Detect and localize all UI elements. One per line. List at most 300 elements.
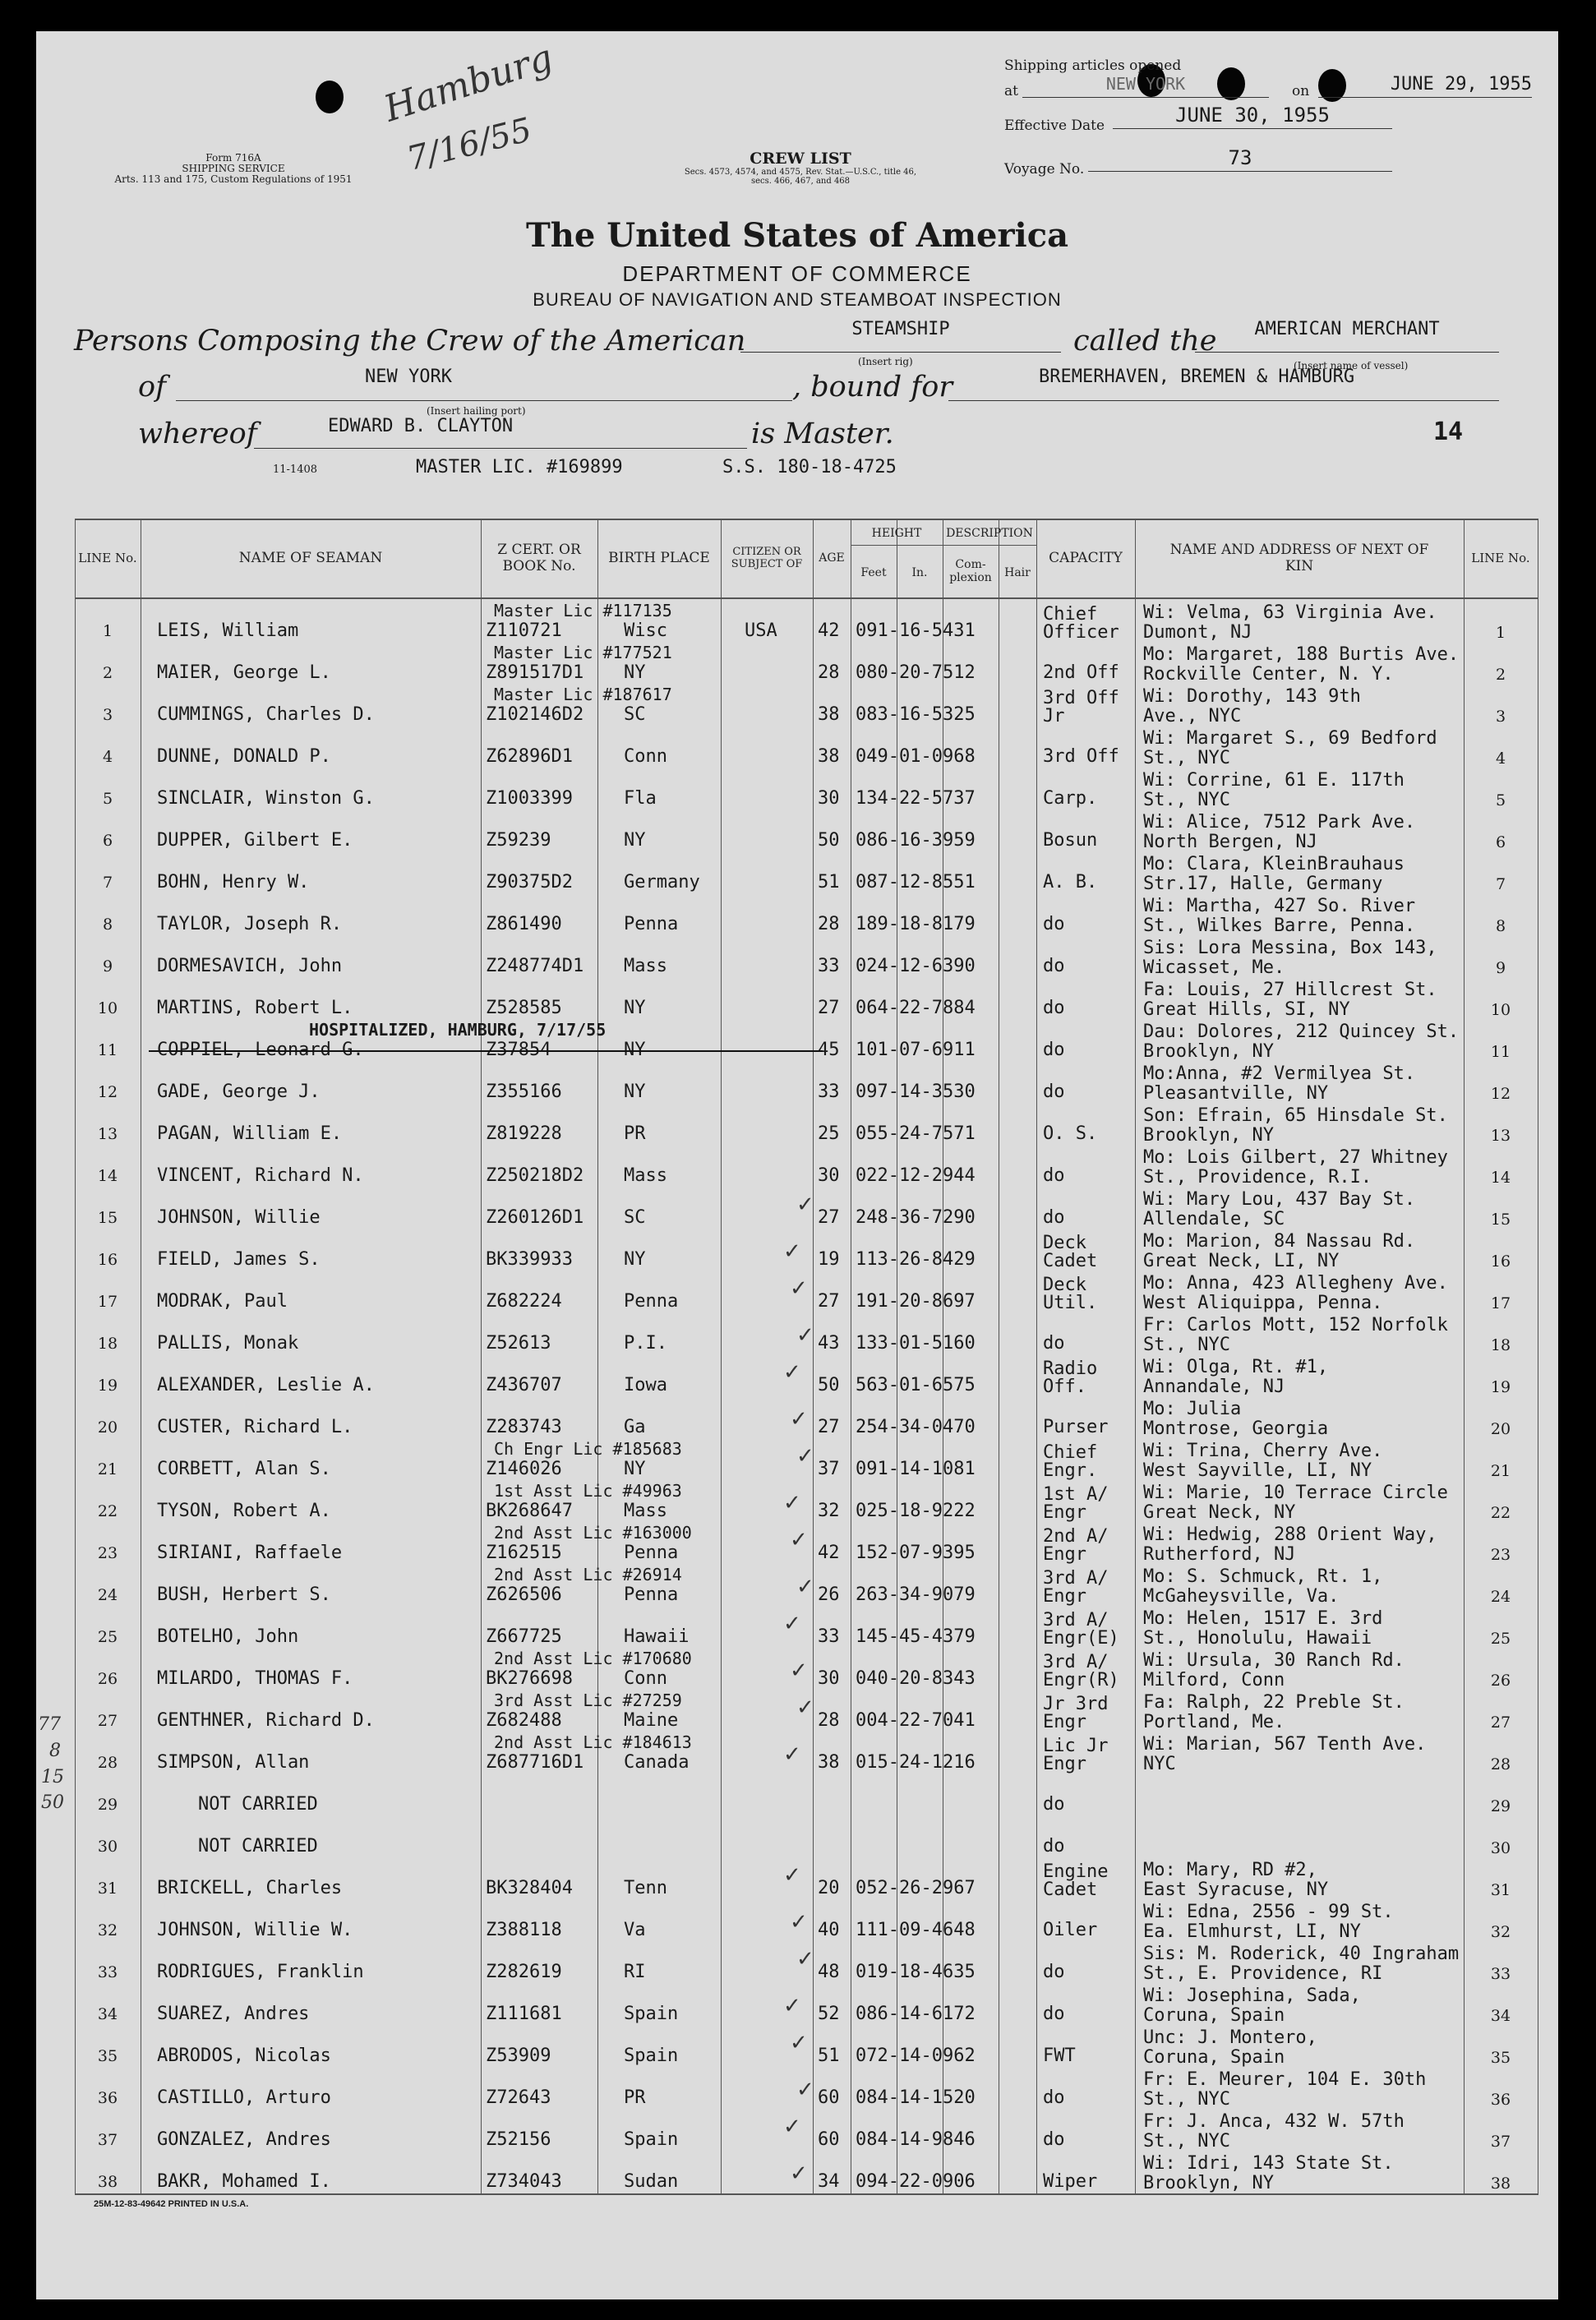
kin-line1: Wi: Ursula, 30 Ranch Rd.	[1143, 1650, 1405, 1671]
cert-number: Z111681	[486, 2004, 562, 2024]
capacity-line2: Off.	[1043, 1377, 1086, 1397]
capacity: do	[1043, 1040, 1065, 1060]
kin-line1: Mo: S. Schmuck, Rt. 1,	[1143, 1566, 1383, 1587]
birth-place: Sudan	[624, 2171, 679, 2192]
seaman-name: FIELD, James S.	[157, 1249, 321, 1270]
seaman-name: BOHN, Henry W.	[157, 872, 310, 892]
kin-line1: Fa: Ralph, 22 Preble St.	[1143, 1692, 1405, 1713]
form-info: Form 716A SHIPPING SERVICE Arts. 113 and 175, Custom Regulations of 1951	[114, 152, 353, 185]
ss-number: 111-09-4648	[856, 1920, 976, 1940]
page-number: 14	[1433, 417, 1464, 446]
age: 28	[818, 662, 840, 683]
country-title: The United States of America	[525, 216, 1069, 255]
col-cert: Z CERT. OR BOOK No.	[497, 542, 581, 574]
table-row	[75, 1902, 1538, 1944]
age: 28	[818, 914, 840, 934]
ss-number: 025-18-9222	[856, 1501, 976, 1521]
cert-number: Z37854	[486, 1040, 551, 1060]
age: 27	[818, 1291, 840, 1312]
license-note: 1st Asst Lic #49963	[494, 1481, 682, 1501]
birth-place: Penna	[624, 914, 679, 934]
license-note: Master Lic #177521	[494, 643, 672, 662]
line-number: 11	[97, 1041, 118, 1059]
kin-line1: Sis: Lora Messina, Box 143,	[1143, 938, 1437, 958]
capacity: Oiler	[1043, 1920, 1098, 1940]
cert-number: Z682488	[486, 1710, 562, 1731]
license-note: 3rd Asst Lic #27259	[494, 1690, 682, 1710]
footer-print-code: 25M-12-83-49642 PRINTED IN U.S.A.	[94, 2199, 249, 2209]
capacity: 3rd A/	[1043, 1610, 1109, 1630]
seaman-name: NOT CARRIED	[198, 1836, 318, 1856]
table-row	[75, 1524, 1538, 1566]
license-note: 2nd Asst Lic #163000	[494, 1523, 692, 1543]
line-number-right: 22	[1490, 1504, 1511, 1522]
col-complexion: Com- plexion	[949, 558, 992, 584]
seaman-name: JOHNSON, Willie W.	[157, 1920, 353, 1940]
capacity: FWT	[1043, 2046, 1076, 2066]
kin-line2: St., Honolulu, Hawaii	[1143, 1628, 1372, 1649]
age: 30	[818, 788, 840, 809]
birth-place: P.I.	[624, 1333, 667, 1354]
check-mark-icon: ✓	[790, 1658, 808, 1683]
kin-line1: Wi: Edna, 2556 - 99 St.	[1143, 1902, 1394, 1922]
check-mark-icon: ✓	[790, 1276, 808, 1301]
table-row	[75, 1063, 1538, 1105]
birth-place: Spain	[624, 2046, 679, 2066]
handwritten-note: Hamburg	[379, 36, 558, 131]
cert-number: Z528585	[486, 998, 562, 1018]
kin-line2: Rutherford, NJ	[1143, 1544, 1296, 1565]
capacity: O. S.	[1043, 1123, 1098, 1144]
table-row	[75, 938, 1538, 980]
cert-number: Z52156	[486, 2129, 551, 2150]
birth-place: NY	[624, 998, 646, 1018]
line-number: 32	[97, 1921, 118, 1939]
line-number: 13	[97, 1125, 118, 1143]
cert-number: Z283743	[486, 1417, 562, 1437]
birth-place: Penna	[624, 1584, 679, 1605]
line-number-right: 24	[1490, 1588, 1511, 1606]
seaman-name: SUAREZ, Andres	[157, 2004, 310, 2024]
table-row	[75, 1734, 1538, 1776]
capacity-line2: Engr	[1043, 1586, 1086, 1607]
line-number-right: 28	[1490, 1755, 1511, 1773]
seaman-name: DORMESAVICH, John	[157, 956, 343, 976]
kin-line1: Unc: J. Montero,	[1143, 2027, 1317, 2048]
capacity: do	[1043, 1962, 1065, 1982]
birth-place: Maine	[624, 1710, 679, 1731]
seaman-name: VINCENT, Richard N.	[157, 1165, 364, 1186]
kin-line1: Wi: Marie, 10 Terrace Circle	[1143, 1483, 1448, 1503]
kin-line1: Mo: Anna, 423 Allegheny Ave.	[1143, 1273, 1448, 1294]
cert-number: Z52613	[486, 1333, 551, 1354]
birth-place: Spain	[624, 2129, 679, 2150]
capacity: 3rd A/	[1043, 1652, 1109, 1672]
capacity: 2nd A/	[1043, 1526, 1109, 1547]
seaman-name: MODRAK, Paul	[157, 1291, 288, 1312]
birth-place: Iowa	[624, 1375, 667, 1395]
kin-line1: Wi: Velma, 63 Virginia Ave.	[1143, 602, 1437, 623]
capacity-line2: Engr(R)	[1043, 1670, 1119, 1690]
capacity-line2: Engr	[1043, 1544, 1086, 1565]
seaman-name: PAGAN, William E.	[157, 1123, 343, 1144]
ss-number: 004-22-7041	[856, 1710, 976, 1731]
at-label: at	[1004, 83, 1018, 99]
age: 45	[818, 1040, 840, 1060]
birth-place: NY	[624, 1040, 646, 1060]
kin-line2: St., NYC	[1143, 748, 1230, 768]
col-citizen: CITIZEN OR SUBJECT OF	[731, 546, 803, 570]
cert-number: Z260126D1	[486, 1207, 584, 1228]
age: 38	[818, 746, 840, 767]
kin-line1: Mo: Margaret, 188 Burtis Ave.	[1143, 644, 1460, 665]
kin-line1: Son: Efrain, 65 Hinsdale St.	[1143, 1105, 1448, 1126]
table-row	[75, 812, 1538, 854]
citizenship: USA	[745, 620, 777, 641]
cert-number: Z891517D1	[486, 662, 584, 683]
capacity-line2: Engr(E)	[1043, 1628, 1119, 1649]
kin-line1: Mo: Lois Gilbert, 27 Whitney	[1143, 1147, 1448, 1168]
seaman-name: BOTELHO, John	[157, 1626, 299, 1647]
ss-number: 091-14-1081	[856, 1459, 976, 1479]
ss-number: 189-18-8179	[856, 914, 976, 934]
cert-number: Z162515	[486, 1543, 562, 1563]
birth-place: NY	[624, 1249, 646, 1270]
col-height: HEIGHT	[871, 527, 922, 540]
ss-number: 084-14-1520	[856, 2087, 976, 2108]
seaman-name: MARTINS, Robert L.	[157, 998, 353, 1018]
effective-date-label: Effective Date	[1004, 118, 1105, 134]
line-number-right: 8	[1495, 917, 1506, 935]
line-number: 12	[97, 1083, 118, 1101]
vessel-name: AMERICAN MERCHANT	[1195, 319, 1499, 353]
capacity: A. B.	[1043, 872, 1098, 892]
kin-line2: NYC	[1143, 1754, 1176, 1774]
master-ss-number: S.S. 180-18-4725	[722, 457, 897, 477]
cert-number: Z110721	[486, 620, 562, 641]
capacity: do	[1043, 998, 1065, 1018]
kin-line1: Sis: M. Roderick, 40 Ingraham	[1143, 1944, 1460, 1964]
age: 33	[818, 956, 840, 976]
line-number-right: 19	[1490, 1378, 1511, 1396]
of-label: of	[138, 371, 167, 404]
cert-number: BK268647	[486, 1501, 573, 1521]
line-number: 36	[97, 2089, 118, 2107]
ss-number: 145-45-4379	[856, 1626, 976, 1647]
capacity-line2: Engr.	[1043, 1460, 1098, 1481]
table-row	[75, 1105, 1538, 1147]
line-number: 5	[102, 790, 113, 808]
kin-line2: Wicasset, Me.	[1143, 957, 1285, 978]
cert-number: Z53909	[486, 2046, 551, 2066]
kin-line1: Mo: Mary, RD #2,	[1143, 1860, 1317, 1880]
birth-place: Conn	[624, 1668, 667, 1689]
table-row	[75, 1692, 1538, 1734]
ss-number: 091-16-5431	[856, 620, 976, 641]
table-row	[75, 686, 1538, 728]
kin-line1: Mo: Clara, KleinBrauhaus	[1143, 854, 1405, 874]
kin-line1: Wi: Josephina, Sada,	[1143, 1986, 1361, 2006]
table-row	[75, 2153, 1538, 2195]
kin-line1: Mo: Julia	[1143, 1399, 1242, 1419]
seaman-name: TYSON, Robert A.	[157, 1501, 331, 1521]
kin-line1: Wi: Hedwig, 288 Orient Way,	[1143, 1524, 1437, 1545]
check-mark-icon: ✓	[783, 1994, 801, 2018]
capacity: do	[1043, 1082, 1065, 1102]
table-row	[75, 1986, 1538, 2027]
seaman-name: NOT CARRIED	[198, 1794, 318, 1815]
check-mark-icon: ✓	[790, 2031, 808, 2055]
line-number-right: 9	[1495, 959, 1506, 977]
col-age: AGE	[819, 551, 845, 565]
license-note: 2nd Asst Lic #184613	[494, 1732, 692, 1752]
kin-line2: Ave., NYC	[1143, 706, 1242, 726]
license-note: 2nd Asst Lic #170680	[494, 1649, 692, 1668]
capacity: Jr 3rd	[1043, 1694, 1109, 1714]
kin-line2: Dumont, NJ	[1143, 622, 1252, 643]
effective-date-value: JUNE 30, 1955	[1113, 104, 1392, 129]
capacity: do	[1043, 1333, 1065, 1354]
line-number: 14	[97, 1167, 118, 1185]
age: 42	[818, 1543, 840, 1563]
capacity-line2: Cadet	[1043, 1251, 1098, 1271]
line-number-right: 16	[1490, 1252, 1511, 1271]
age: 52	[818, 2004, 840, 2024]
ss-number: 086-14-6172	[856, 2004, 976, 2024]
capacity: Radio	[1043, 1358, 1098, 1379]
destination: BREMERHAVEN, BREMEN & HAMBURG	[948, 367, 1499, 401]
seaman-name: CUSTER, Richard L.	[157, 1417, 353, 1437]
birth-place: Conn	[624, 746, 667, 767]
col-hair: Hair	[1004, 566, 1031, 579]
ss-number: 133-01-5160	[856, 1333, 976, 1354]
table-row	[75, 1022, 1538, 1063]
line-number-right: 1	[1495, 624, 1506, 642]
check-mark-icon: ✓	[783, 1491, 801, 1515]
kin-line2: St., E. Providence, RI	[1143, 1963, 1383, 1984]
table-row	[75, 1483, 1538, 1524]
age: 28	[818, 1710, 840, 1731]
kin-line1: Mo: Helen, 1517 E. 3rd	[1143, 1608, 1383, 1629]
voyage-label: Voyage No.	[1004, 161, 1085, 178]
capacity: Wiper	[1043, 2171, 1098, 2192]
birth-place: NY	[624, 662, 646, 683]
kin-line2: Brooklyn, NY	[1143, 2173, 1274, 2193]
kin-line2: West Aliquippa, Penna.	[1143, 1293, 1383, 1313]
kin-line1: Wi: Dorothy, 143 9th	[1143, 686, 1361, 707]
table-row	[75, 1147, 1538, 1189]
crew-list-title: CREW LIST Secs. 4573, 4574, and 4575, Rev. Stat.—U.S.C., title 46, secs. 466, 467, and 468	[684, 150, 917, 186]
seaman-name: GENTHNER, Richard D.	[157, 1710, 375, 1731]
line-number-right: 33	[1490, 1965, 1511, 1983]
birth-place: NY	[624, 1082, 646, 1102]
line-number: 33	[97, 1963, 118, 1981]
ss-number: 080-20-7512	[856, 662, 976, 683]
line-number: 21	[97, 1460, 118, 1478]
line-number-right: 23	[1490, 1546, 1511, 1564]
line-number: 29	[97, 1796, 118, 1814]
kin-line2: North Bergen, NJ	[1143, 832, 1317, 852]
ss-number: 084-14-9846	[856, 2129, 976, 2150]
birth-place: Penna	[624, 1543, 679, 1563]
table-row	[75, 2111, 1538, 2153]
age: 60	[818, 2087, 840, 2108]
ss-number: 097-14-3530	[856, 1082, 976, 1102]
ss-number: 263-34-9079	[856, 1584, 976, 1605]
kin-line2: Great Neck, NY	[1143, 1502, 1296, 1523]
ss-number: 064-22-7884	[856, 998, 976, 1018]
seaman-name: SIMPSON, Allan	[157, 1752, 310, 1773]
margin-note: 77	[38, 1714, 61, 1735]
capacity: do	[1043, 1794, 1065, 1815]
kin-line2: Great Hills, SI, NY	[1143, 999, 1350, 1020]
line-number: 31	[97, 1880, 118, 1898]
cert-number: Z282619	[486, 1962, 562, 1982]
hailing-port: NEW YORK	[176, 367, 792, 401]
kin-line1: Fr: Carlos Mott, 152 Norfolk	[1143, 1315, 1448, 1335]
line-number-right: 15	[1490, 1211, 1511, 1229]
table-row	[75, 1608, 1538, 1650]
ss-number: 086-16-3959	[856, 830, 976, 851]
capacity: do	[1043, 1165, 1065, 1186]
margin-note: 50	[41, 1792, 64, 1813]
age: 51	[818, 2046, 840, 2066]
ss-number: 052-26-2967	[856, 1878, 976, 1898]
license-note: HOSPITALIZED, HAMBURG, 7/17/55	[309, 1020, 607, 1040]
table-row	[75, 1231, 1538, 1273]
table-row	[75, 896, 1538, 938]
capacity: Chief	[1043, 604, 1098, 625]
line-number: 1	[102, 622, 113, 640]
seaman-name: LEIS, William	[157, 620, 299, 641]
kin-line1: Dau: Dolores, 212 Quincey St.	[1143, 1022, 1460, 1042]
table-row	[75, 1273, 1538, 1315]
birth-place: Wisc	[624, 620, 667, 641]
age: 20	[818, 1878, 840, 1898]
license-note: Master Lic #187617	[494, 685, 672, 704]
capacity: 1st A/	[1043, 1484, 1109, 1505]
age: 48	[818, 1962, 840, 1982]
age: 51	[818, 872, 840, 892]
seaman-name: COPPIEL, Leonard G.	[157, 1040, 364, 1060]
age: 42	[818, 620, 840, 641]
check-mark-icon: ✓	[783, 1612, 801, 1636]
called-the-text: called the	[1073, 325, 1217, 357]
line-number-right: 10	[1490, 1001, 1511, 1019]
vessel-type: STEAMSHIP	[740, 319, 1061, 353]
line-number-right: 31	[1490, 1881, 1511, 1899]
check-mark-icon: ✓	[783, 1742, 801, 1767]
cert-number: Z626506	[486, 1584, 562, 1605]
capacity: do	[1043, 1836, 1065, 1856]
ss-number: 049-01-0968	[856, 746, 976, 767]
kin-line1: Wi: Corrine, 61 E. 117th	[1143, 770, 1405, 791]
cert-number: Z90375D2	[486, 872, 573, 892]
table-row	[75, 854, 1538, 896]
kin-line2: Montrose, Georgia	[1143, 1418, 1329, 1439]
line-number: 25	[97, 1628, 118, 1646]
table-row	[75, 644, 1538, 686]
cert-number: Z250218D2	[486, 1165, 584, 1186]
table-row	[75, 2027, 1538, 2069]
ss-number: 055-24-7571	[856, 1123, 976, 1144]
line-number: 9	[102, 957, 113, 976]
birth-place: Germany	[624, 872, 700, 892]
at-value: NEW YORK	[1022, 74, 1269, 98]
license-note: Ch Engr Lic #185683	[494, 1439, 682, 1459]
kin-line2: Ea. Elmhurst, LI, NY	[1143, 1921, 1361, 1942]
line-number: 18	[97, 1335, 118, 1353]
age: 34	[818, 2171, 840, 2192]
table-row	[75, 1441, 1538, 1483]
line-number-right: 38	[1490, 2175, 1511, 2193]
table-row	[75, 1860, 1538, 1902]
kin-line2: St., NYC	[1143, 790, 1230, 810]
kin-line2: Brooklyn, NY	[1143, 1125, 1274, 1146]
age: 37	[818, 1459, 840, 1479]
age: 32	[818, 1501, 840, 1521]
capacity: do	[1043, 2129, 1065, 2150]
kin-line2: Great Neck, LI, NY	[1143, 1251, 1340, 1271]
cert-number: Z59239	[486, 830, 551, 851]
bureau-title: BUREAU OF NAVIGATION AND STEAMBOAT INSPECTION	[533, 289, 1062, 310]
seaman-name: ALEXANDER, Leslie A.	[157, 1375, 375, 1395]
birth-place: Mass	[624, 956, 667, 976]
line-number: 17	[97, 1293, 118, 1311]
kin-line1: Wi: Alice, 7512 Park Ave.	[1143, 812, 1416, 833]
line-number: 8	[102, 916, 113, 934]
master-license: MASTER LIC. #169899	[416, 457, 623, 477]
kin-line2: St., NYC	[1143, 2131, 1230, 2152]
strike-through-line	[149, 1050, 823, 1052]
line-number: 30	[97, 1838, 118, 1856]
kin-line2: McGaheysville, Va.	[1143, 1586, 1340, 1607]
birth-place: SC	[624, 704, 646, 725]
table-row	[75, 1315, 1538, 1357]
document-page	[36, 31, 1558, 2299]
kin-line1: Fa: Louis, 27 Hillcrest St.	[1143, 980, 1437, 1000]
line-number-right: 30	[1490, 1839, 1511, 1857]
cert-number: Z72643	[486, 2087, 551, 2108]
ss-number: 101-07-6911	[856, 1040, 976, 1060]
line-number-right: 35	[1490, 2049, 1511, 2067]
col-feet: Feet	[860, 566, 887, 579]
kin-line2: Annandale, NJ	[1143, 1377, 1285, 1397]
cert-number: Z861490	[486, 914, 562, 934]
kin-line2: Str.17, Halle, Germany	[1143, 874, 1383, 894]
line-number: 24	[97, 1586, 118, 1604]
cert-number: Z355166	[486, 1082, 562, 1102]
line-number-right: 12	[1490, 1085, 1511, 1103]
table-row	[75, 1357, 1538, 1399]
birth-place: Penna	[624, 1291, 679, 1312]
age: 40	[818, 1920, 840, 1940]
age: 25	[818, 1123, 840, 1144]
capacity: 2nd Off	[1043, 662, 1119, 683]
on-label: on	[1292, 83, 1310, 99]
check-mark-icon: ✓	[783, 1360, 801, 1385]
line-number: 7	[102, 874, 113, 892]
line-number-right: 27	[1490, 1713, 1511, 1732]
capacity-line2: Util.	[1043, 1293, 1098, 1313]
table-row	[75, 1650, 1538, 1692]
ss-number: 563-01-6575	[856, 1375, 976, 1395]
whereof-label: whereof	[138, 417, 257, 450]
shipping-opened-label: Shipping articles opened	[1004, 58, 1182, 74]
kin-line1: Wi: Marian, 567 Tenth Ave.	[1143, 1734, 1427, 1755]
capacity: Deck	[1043, 1275, 1086, 1295]
table-row	[75, 1818, 1538, 1860]
